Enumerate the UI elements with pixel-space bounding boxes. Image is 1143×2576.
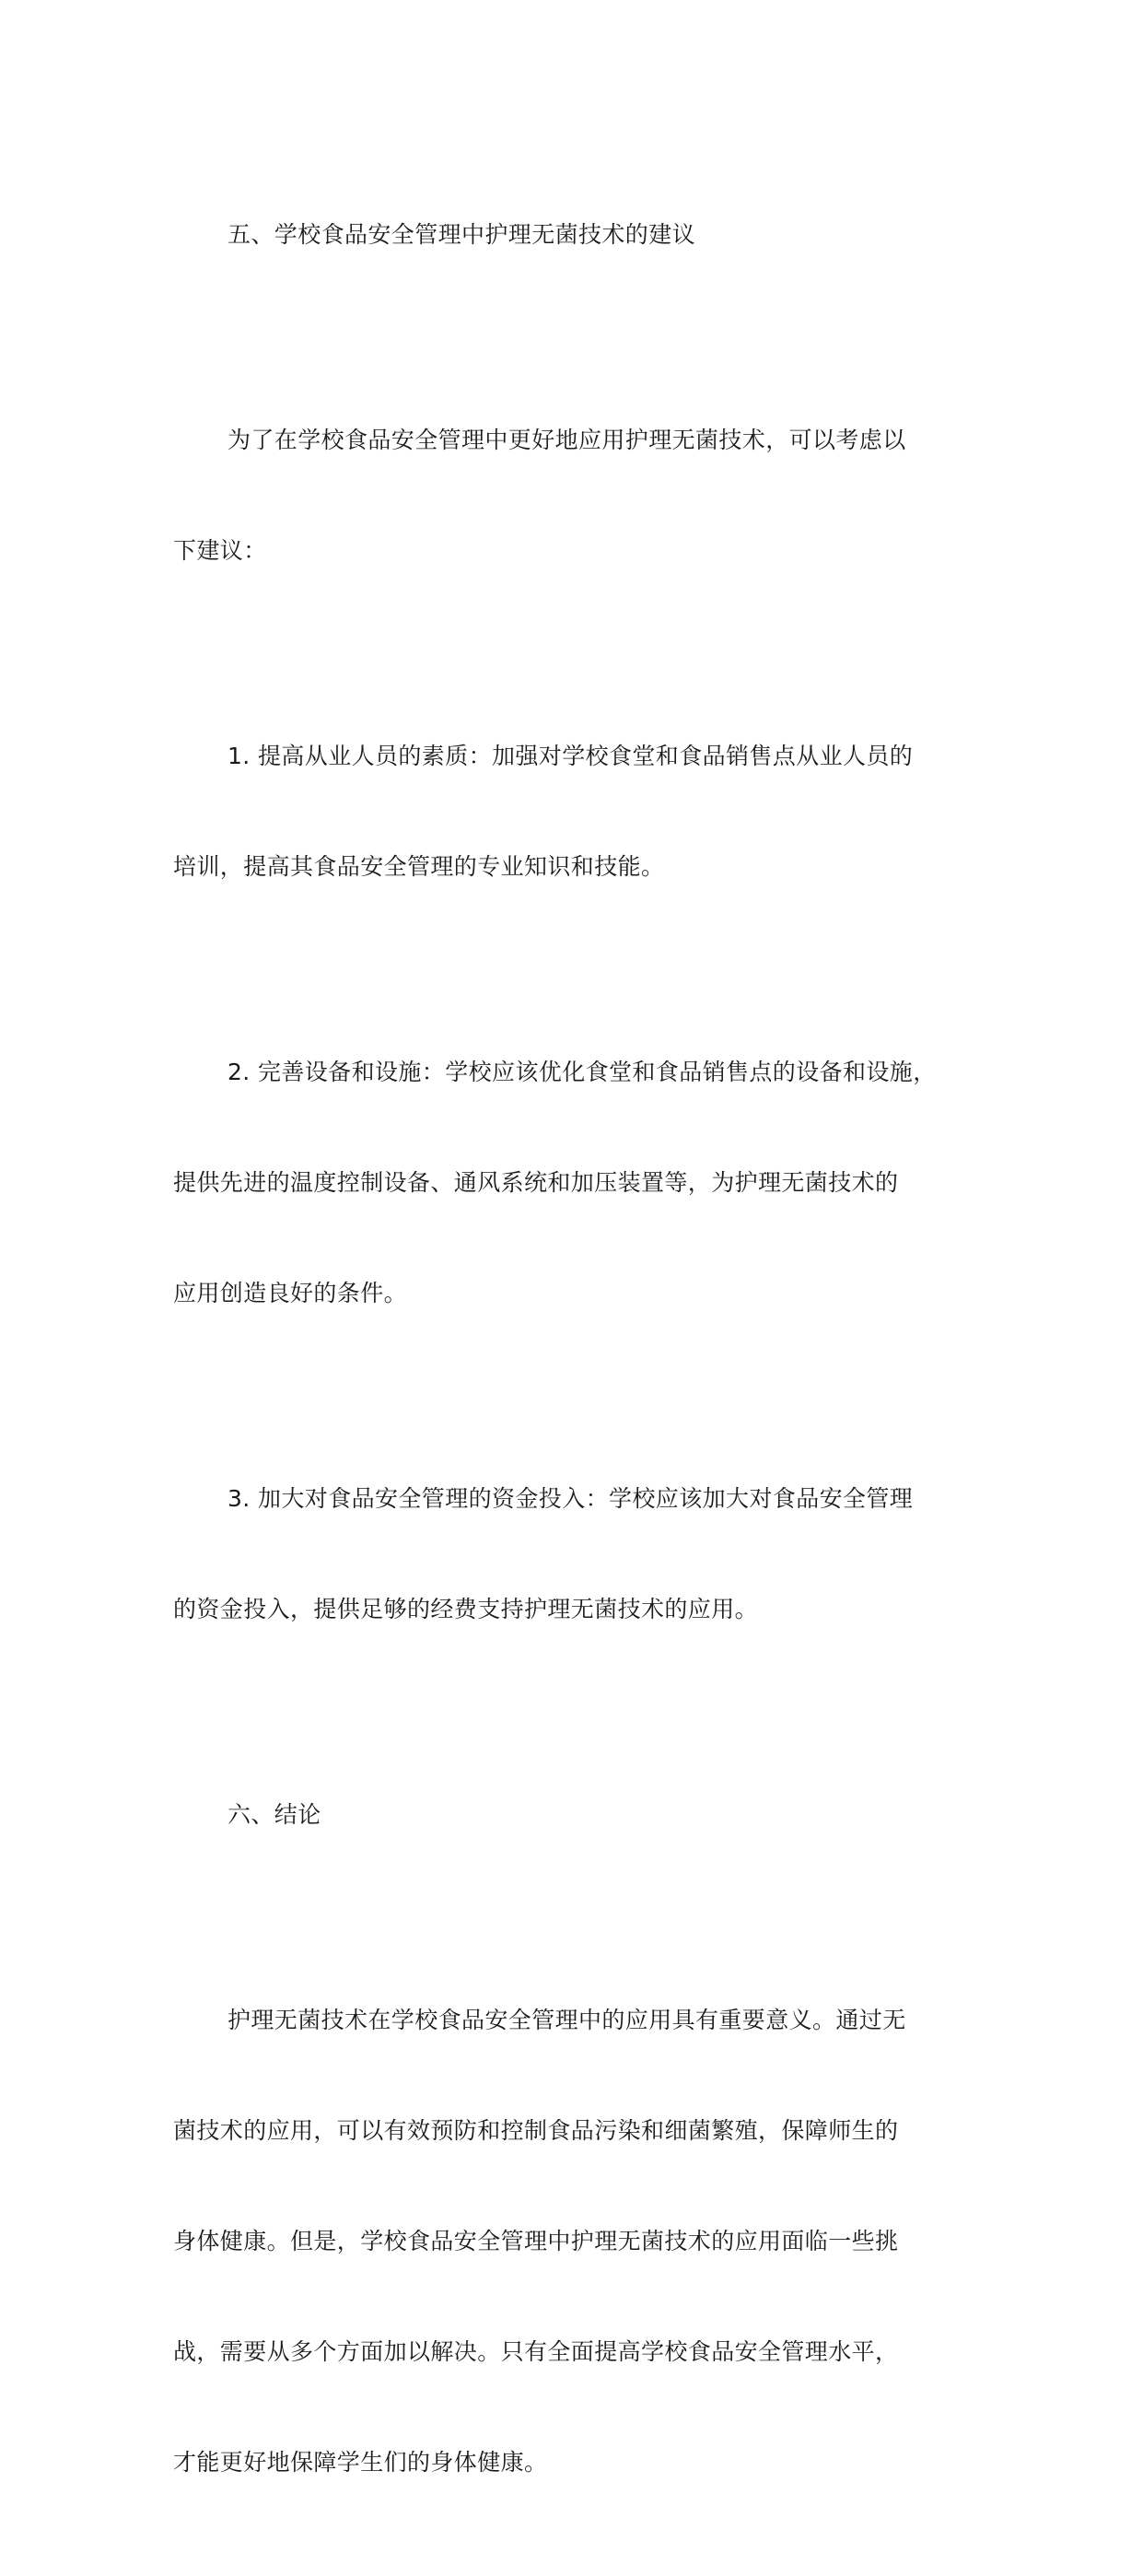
text-line: 护理无菌技术在学校食品安全管理中的应用具有重要意义。通过无 [227,2007,906,2033]
text-line: 应用创造良好的条件。 [173,1280,408,1306]
text-line: 为了在学校食品安全管理中更好地应用护理无菌技术，可以考虑以 [227,427,906,453]
text-line: 六、结论 [227,1801,321,1828]
section-heading-suggestions [173,143,1002,327]
text-line: 菌技术的应用，可以有效预防和控制食品污染和细菌繁殖，保障师生的 [173,2117,899,2144]
text-line: 五、学校食品安全管理中护理无菌技术的建议 [227,221,696,248]
conclusion-paragraph [173,1928,1002,2555]
text-line: 1. 提高从业人员的素质：加强对学校食堂和食品销售点从业人员的 [227,743,914,769]
text-line: 3. 加大对食品安全管理的资金投入：学校应该加大对食品安全管理 [227,1485,914,1512]
text-line: 身体健康。但是，学校食品安全管理中护理无菌技术的应用面临一些挑 [173,2228,899,2254]
suggestion-item-2 [173,980,1002,1386]
text-line: 战，需要从多个方面加以解决。只有全面提高学校食品安全管理水平， [173,2338,899,2365]
suggestion-item-3 [173,1407,1002,1702]
text-line: 下建议： [173,537,267,564]
section-heading-conclusion [173,1723,1002,1907]
intro-paragraph [173,348,1002,643]
document-body [173,143,1002,2576]
text-line: 提供先进的温度控制设备、通风系统和加压装置等，为护理无菌技术的 [173,1169,899,1196]
text-line: 的资金投入，提供足够的经费支持护理无菌技术的应用。 [173,1596,759,1622]
text-line: 2. 完善设备和设施：学校应该优化食堂和食品销售点的设备和设施， [227,1059,937,1085]
text-line: 才能更好地保障学生们的身体健康。 [173,2449,548,2476]
text-line: 培训，提高其食品安全管理的专业知识和技能。 [173,853,665,880]
suggestion-item-1 [173,664,1002,959]
